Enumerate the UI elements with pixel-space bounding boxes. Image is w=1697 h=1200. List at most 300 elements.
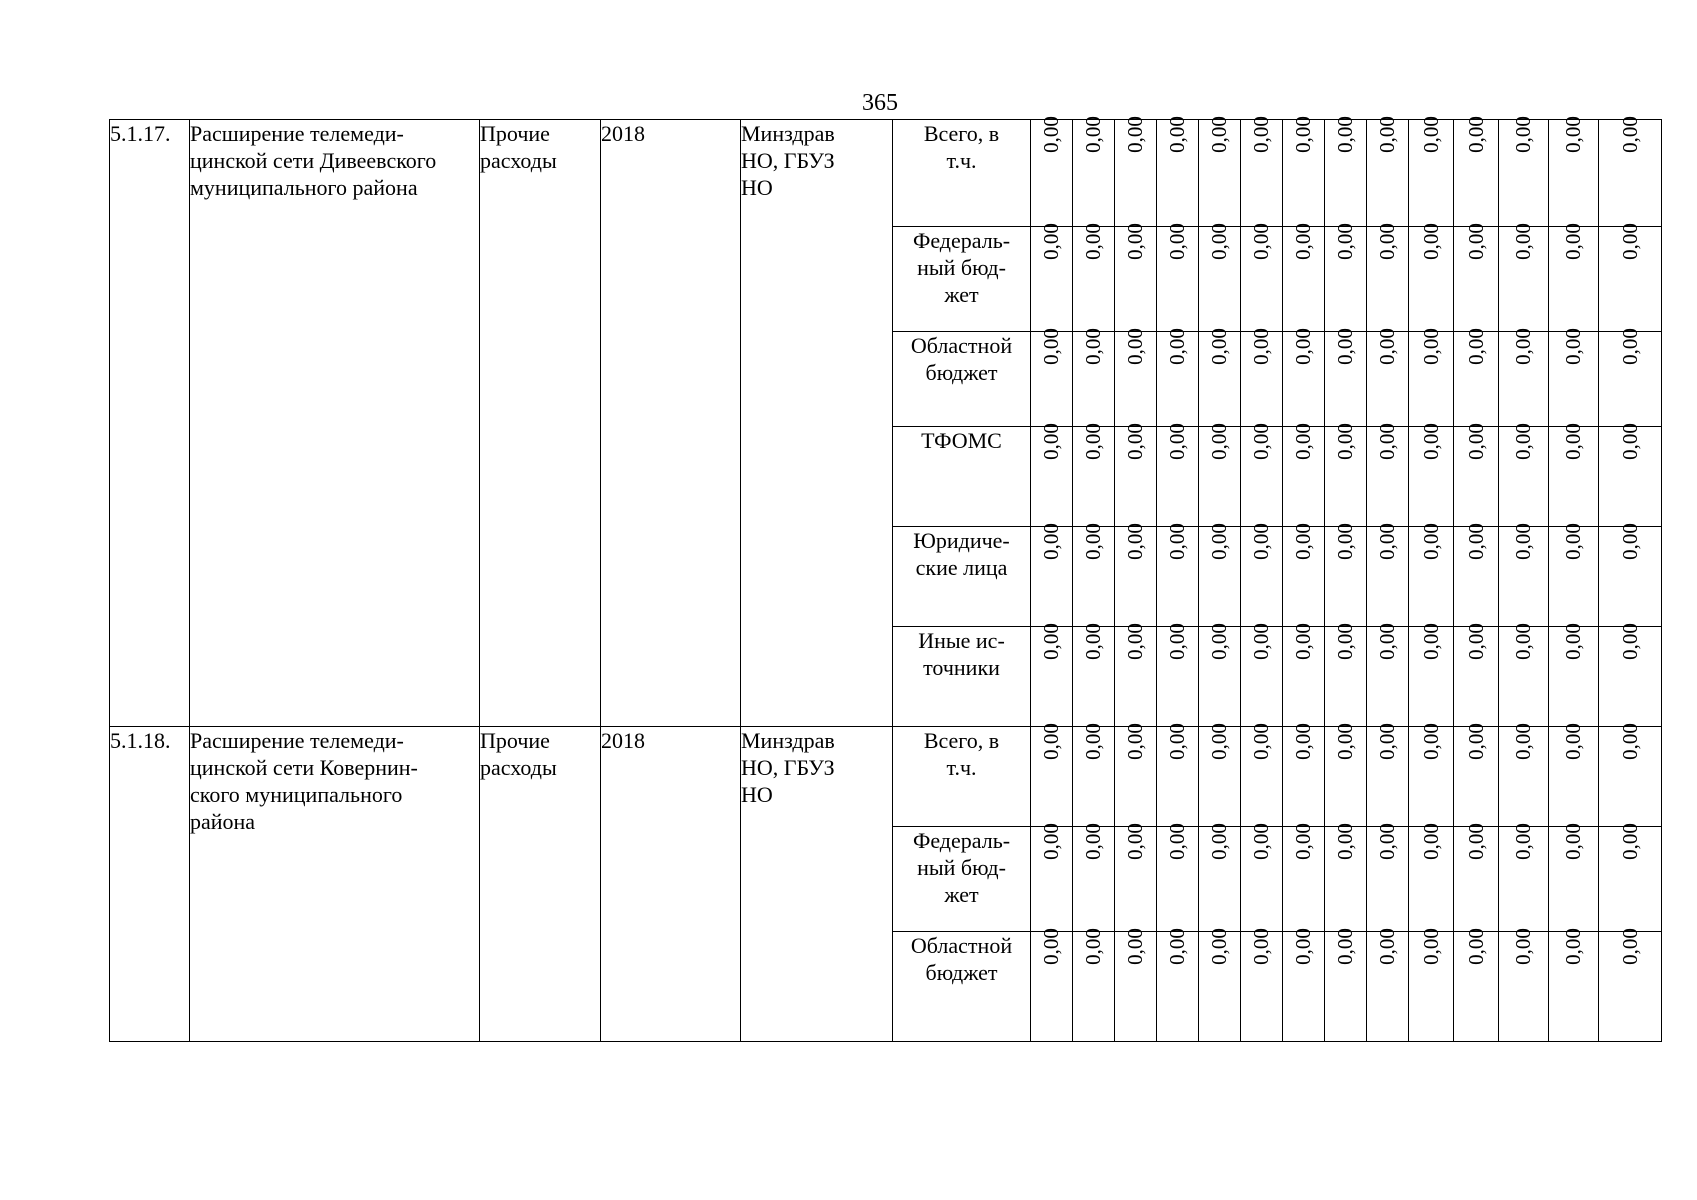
value-text: 0,00 [1375, 328, 1399, 365]
value-cell [1115, 723, 1157, 827]
value-cell [1549, 723, 1599, 827]
item-name-line: ского муниципального [190, 782, 403, 807]
value-cell [1367, 223, 1409, 332]
value-text: 0,00 [1463, 223, 1488, 260]
value-cell [1115, 223, 1157, 332]
value-cell [1073, 328, 1115, 427]
value-text: 0,00 [1291, 723, 1315, 760]
value-cell [1241, 823, 1283, 932]
value-text: 0,00 [1617, 423, 1642, 460]
value-cell [1549, 423, 1599, 527]
value-text: 0,00 [1123, 823, 1147, 860]
value-text: 0,00 [1561, 723, 1585, 760]
value-text: 0,00 [1123, 328, 1147, 365]
value-text: 0,00 [1165, 223, 1189, 260]
value-text: 0,00 [1207, 328, 1231, 365]
value-cell [1549, 623, 1599, 727]
value-text: 0,00 [1418, 116, 1443, 153]
value-text: 0,00 [1463, 928, 1488, 965]
value-cell [1199, 523, 1241, 627]
value-text: 0,00 [1081, 523, 1105, 560]
value-text: 0,00 [1081, 116, 1105, 153]
value-cell [1073, 223, 1115, 332]
value-text: 0,00 [1511, 116, 1535, 153]
value-text: 0,00 [1511, 723, 1535, 760]
value-cell [1454, 928, 1499, 1042]
value-text: 0,00 [1617, 328, 1642, 365]
funding-source [893, 227, 1031, 332]
value-cell [1454, 623, 1499, 727]
funding-source [893, 427, 1031, 527]
value-cell [1031, 723, 1073, 827]
item-name [190, 727, 480, 1042]
value-cell [1241, 223, 1283, 332]
value-text: 0,00 [1561, 928, 1585, 965]
value-text: 0,00 [1165, 723, 1189, 760]
responsible-org-line: Минздрав [741, 121, 835, 146]
value-cell [1157, 623, 1199, 727]
funding-source-line: Всего, в [923, 121, 1000, 146]
value-cell [1549, 328, 1599, 427]
value-text: 0,00 [1123, 116, 1147, 153]
value-cell [1454, 523, 1499, 627]
value-cell [1115, 928, 1157, 1042]
table-row [110, 727, 1662, 827]
value-cell [1325, 328, 1367, 427]
item-name-line: муниципального района [190, 175, 418, 200]
value-cell [1367, 723, 1409, 827]
value-cell [1199, 423, 1241, 527]
value-cell [1031, 823, 1073, 932]
item-number: 5.1.18. [110, 727, 190, 1042]
funding-source-line: Федераль- [912, 228, 1011, 253]
funding-source [893, 932, 1031, 1042]
value-cell [1241, 116, 1283, 227]
value-cell [1499, 423, 1549, 527]
value-cell [1409, 928, 1454, 1042]
value-cell [1031, 116, 1073, 227]
value-text: 0,00 [1039, 223, 1063, 260]
funding-source-line: Областной [910, 933, 1013, 958]
value-cell [1115, 523, 1157, 627]
item-name [190, 120, 480, 727]
value-text: 0,00 [1291, 116, 1315, 153]
value-text: 0,00 [1418, 723, 1443, 760]
funding-source [893, 332, 1031, 427]
value-cell [1073, 523, 1115, 627]
value-text: 0,00 [1291, 328, 1315, 365]
value-cell [1499, 223, 1549, 332]
value-cell [1599, 623, 1662, 727]
item-number: 5.1.17. [110, 120, 190, 727]
value-cell [1073, 116, 1115, 227]
value-text: 0,00 [1165, 623, 1189, 660]
expense-type-line: расходы [480, 148, 557, 173]
value-text: 0,00 [1039, 523, 1063, 560]
value-cell [1283, 328, 1325, 427]
expense-type-line: Прочие [480, 121, 550, 146]
funding-source-line: ТФОМС [921, 428, 1002, 453]
value-text: 0,00 [1123, 928, 1147, 965]
responsible-org-line: НО, ГБУЗ [741, 755, 835, 780]
value-text: 0,00 [1123, 523, 1147, 560]
value-text: 0,00 [1081, 328, 1105, 365]
value-text: 0,00 [1418, 223, 1443, 260]
value-text: 0,00 [1207, 823, 1231, 860]
value-cell [1549, 928, 1599, 1042]
value-text: 0,00 [1039, 328, 1063, 365]
value-cell [1157, 116, 1199, 227]
value-text: 0,00 [1081, 928, 1105, 965]
funding-source [893, 627, 1031, 727]
value-cell [1157, 928, 1199, 1042]
value-text: 0,00 [1561, 623, 1585, 660]
value-text: 0,00 [1463, 523, 1488, 560]
funding-source-line: Юридиче- [913, 528, 1010, 553]
value-cell [1499, 328, 1549, 427]
funding-source-line: ный бюд- [917, 255, 1006, 280]
funding-source-line: т.ч. [946, 148, 977, 173]
value-cell [1283, 723, 1325, 827]
responsible-org-line: Минздрав [741, 728, 835, 753]
value-cell [1325, 723, 1367, 827]
value-text: 0,00 [1249, 223, 1273, 260]
value-text: 0,00 [1039, 623, 1063, 660]
value-cell [1549, 116, 1599, 227]
value-cell [1499, 623, 1549, 727]
budget-table [109, 116, 1662, 1042]
value-text: 0,00 [1561, 423, 1585, 460]
value-text: 0,00 [1617, 623, 1642, 660]
page-number: 365 [862, 90, 898, 116]
value-cell [1031, 523, 1073, 627]
value-text: 0,00 [1165, 823, 1189, 860]
value-text: 0,00 [1291, 423, 1315, 460]
value-text: 0,00 [1123, 223, 1147, 260]
funding-source-line: точники [923, 655, 1000, 680]
table-row [110, 120, 1662, 227]
value-text: 0,00 [1375, 723, 1399, 760]
responsible-org-line: НО [741, 175, 773, 200]
value-cell [1073, 623, 1115, 727]
value-cell [1549, 523, 1599, 627]
value-text: 0,00 [1375, 423, 1399, 460]
value-cell [1199, 723, 1241, 827]
value-text: 0,00 [1165, 523, 1189, 560]
value-text: 0,00 [1333, 928, 1357, 965]
value-text: 0,00 [1123, 423, 1147, 460]
item-name-line: района [190, 809, 256, 834]
value-text: 0,00 [1511, 523, 1535, 560]
value-cell [1199, 223, 1241, 332]
value-text: 0,00 [1291, 928, 1315, 965]
value-cell [1367, 523, 1409, 627]
value-text: 0,00 [1207, 928, 1231, 965]
value-cell [1241, 723, 1283, 827]
value-text: 0,00 [1291, 623, 1315, 660]
item-name-line: цинской сети Дивеевского [190, 148, 437, 173]
value-text: 0,00 [1375, 928, 1399, 965]
value-cell [1157, 223, 1199, 332]
value-cell [1454, 223, 1499, 332]
value-text: 0,00 [1418, 623, 1443, 660]
value-cell [1367, 423, 1409, 527]
value-cell [1157, 723, 1199, 827]
value-text: 0,00 [1617, 116, 1642, 153]
value-text: 0,00 [1333, 723, 1357, 760]
value-cell [1409, 423, 1454, 527]
value-cell [1325, 928, 1367, 1042]
item-year: 2018 [601, 120, 741, 727]
value-text: 0,00 [1207, 223, 1231, 260]
value-cell [1073, 723, 1115, 827]
value-text: 0,00 [1039, 116, 1063, 153]
value-text: 0,00 [1418, 328, 1443, 365]
value-cell [1499, 723, 1549, 827]
funding-source-line: ские лица [915, 555, 1008, 580]
value-text: 0,00 [1333, 328, 1357, 365]
value-text: 0,00 [1081, 223, 1105, 260]
value-cell [1549, 223, 1599, 332]
value-cell [1115, 623, 1157, 727]
value-cell [1199, 328, 1241, 427]
value-cell [1325, 823, 1367, 932]
value-cell [1157, 328, 1199, 427]
value-text: 0,00 [1463, 623, 1488, 660]
value-text: 0,00 [1249, 723, 1273, 760]
value-text: 0,00 [1249, 328, 1273, 365]
value-text: 0,00 [1207, 523, 1231, 560]
value-text: 0,00 [1617, 723, 1642, 760]
value-cell [1031, 423, 1073, 527]
value-text: 0,00 [1333, 423, 1357, 460]
value-cell [1367, 823, 1409, 932]
value-cell [1409, 623, 1454, 727]
funding-source-line: жет [944, 282, 979, 307]
value-cell [1409, 723, 1454, 827]
value-cell [1073, 823, 1115, 932]
item-name-line: Расширение телемеди- [190, 121, 404, 146]
value-text: 0,00 [1081, 723, 1105, 760]
value-text: 0,00 [1511, 223, 1535, 260]
value-cell [1454, 116, 1499, 227]
value-text: 0,00 [1617, 523, 1642, 560]
value-cell [1599, 116, 1662, 227]
value-cell [1283, 116, 1325, 227]
value-cell [1325, 423, 1367, 527]
value-text: 0,00 [1375, 823, 1399, 860]
value-cell [1031, 928, 1073, 1042]
value-cell [1241, 523, 1283, 627]
funding-source [893, 120, 1031, 227]
value-text: 0,00 [1617, 928, 1642, 965]
value-cell [1073, 928, 1115, 1042]
value-text: 0,00 [1375, 623, 1399, 660]
expense-type-line: расходы [480, 755, 557, 780]
value-text: 0,00 [1249, 823, 1273, 860]
value-text: 0,00 [1463, 116, 1488, 153]
value-text: 0,00 [1511, 623, 1535, 660]
value-cell [1367, 328, 1409, 427]
value-text: 0,00 [1165, 928, 1189, 965]
value-cell [1499, 928, 1549, 1042]
value-cell [1454, 423, 1499, 527]
value-cell [1409, 328, 1454, 427]
value-cell [1283, 223, 1325, 332]
value-cell [1367, 928, 1409, 1042]
value-cell [1157, 823, 1199, 932]
value-text: 0,00 [1418, 823, 1443, 860]
funding-source-line: Областной [910, 333, 1013, 358]
value-cell [1199, 623, 1241, 727]
value-text: 0,00 [1039, 928, 1063, 965]
value-cell [1073, 423, 1115, 527]
value-text: 0,00 [1081, 423, 1105, 460]
value-text: 0,00 [1561, 223, 1585, 260]
value-cell [1499, 116, 1549, 227]
value-cell [1115, 423, 1157, 527]
value-text: 0,00 [1333, 116, 1357, 153]
expense-type-line: Прочие [480, 728, 550, 753]
value-text: 0,00 [1249, 423, 1273, 460]
funding-source-line: бюджет [925, 960, 998, 985]
value-text: 0,00 [1511, 423, 1535, 460]
funding-source-line: жет [944, 882, 979, 907]
value-cell [1283, 523, 1325, 627]
value-text: 0,00 [1207, 723, 1231, 760]
value-cell [1241, 328, 1283, 427]
value-cell [1283, 623, 1325, 727]
value-text: 0,00 [1511, 823, 1535, 860]
responsible-org-line: НО [741, 782, 773, 807]
value-cell [1241, 623, 1283, 727]
value-text: 0,00 [1511, 328, 1535, 365]
value-text: 0,00 [1333, 223, 1357, 260]
funding-source [893, 527, 1031, 627]
value-cell [1599, 523, 1662, 627]
value-text: 0,00 [1249, 116, 1273, 153]
value-cell [1031, 223, 1073, 332]
value-cell [1157, 523, 1199, 627]
value-cell [1115, 328, 1157, 427]
value-cell [1241, 423, 1283, 527]
value-cell [1283, 928, 1325, 1042]
value-cell [1409, 116, 1454, 227]
value-text: 0,00 [1039, 423, 1063, 460]
value-text: 0,00 [1617, 823, 1642, 860]
funding-source [893, 727, 1031, 827]
value-text: 0,00 [1039, 723, 1063, 760]
value-cell [1454, 823, 1499, 932]
value-cell [1325, 623, 1367, 727]
funding-source-line: бюджет [925, 360, 998, 385]
value-cell [1499, 823, 1549, 932]
responsible-org [741, 120, 893, 727]
value-cell [1599, 223, 1662, 332]
expense-type [480, 727, 601, 1042]
value-text: 0,00 [1617, 223, 1642, 260]
value-text: 0,00 [1375, 523, 1399, 560]
value-text: 0,00 [1561, 328, 1585, 365]
value-text: 0,00 [1165, 116, 1189, 153]
value-cell [1283, 823, 1325, 932]
value-cell [1157, 423, 1199, 527]
value-cell [1283, 423, 1325, 527]
table-body [110, 116, 1662, 1042]
value-cell [1367, 623, 1409, 727]
value-cell [1549, 823, 1599, 932]
value-text: 0,00 [1039, 823, 1063, 860]
value-cell [1115, 116, 1157, 227]
value-cell [1454, 723, 1499, 827]
value-text: 0,00 [1418, 423, 1443, 460]
value-text: 0,00 [1375, 223, 1399, 260]
value-cell [1325, 523, 1367, 627]
value-text: 0,00 [1463, 423, 1488, 460]
value-cell [1599, 823, 1662, 932]
value-cell [1367, 116, 1409, 227]
value-cell [1454, 328, 1499, 427]
funding-source-line: ный бюд- [917, 855, 1006, 880]
funding-source [893, 827, 1031, 932]
value-text: 0,00 [1249, 523, 1273, 560]
funding-source-line: Федераль- [912, 828, 1011, 853]
value-text: 0,00 [1375, 116, 1399, 153]
item-year: 2018 [601, 727, 741, 1042]
value-text: 0,00 [1333, 623, 1357, 660]
value-text: 0,00 [1081, 823, 1105, 860]
value-text: 0,00 [1333, 823, 1357, 860]
value-cell [1599, 423, 1662, 527]
funding-source-line: т.ч. [946, 755, 977, 780]
value-text: 0,00 [1418, 523, 1443, 560]
value-cell [1599, 723, 1662, 827]
value-cell [1031, 328, 1073, 427]
value-text: 0,00 [1561, 116, 1585, 153]
value-cell [1199, 823, 1241, 932]
value-text: 0,00 [1291, 823, 1315, 860]
value-text: 0,00 [1291, 523, 1315, 560]
value-text: 0,00 [1561, 823, 1585, 860]
value-cell [1409, 823, 1454, 932]
value-cell [1409, 523, 1454, 627]
value-text: 0,00 [1207, 423, 1231, 460]
value-cell [1031, 623, 1073, 727]
value-cell [1199, 928, 1241, 1042]
value-cell [1325, 223, 1367, 332]
value-text: 0,00 [1165, 423, 1189, 460]
value-text: 0,00 [1249, 623, 1273, 660]
value-cell [1241, 928, 1283, 1042]
value-text: 0,00 [1165, 328, 1189, 365]
value-text: 0,00 [1207, 116, 1231, 153]
value-text: 0,00 [1207, 623, 1231, 660]
value-cell [1499, 523, 1549, 627]
value-text: 0,00 [1463, 823, 1488, 860]
item-name-line: Расширение телемеди- [190, 728, 404, 753]
item-name-line: цинской сети Ковернин- [190, 755, 418, 780]
value-text: 0,00 [1123, 623, 1147, 660]
value-text: 0,00 [1511, 928, 1535, 965]
expense-type [480, 120, 601, 727]
value-text: 0,00 [1249, 928, 1273, 965]
responsible-org-line: НО, ГБУЗ [741, 148, 835, 173]
value-text: 0,00 [1123, 723, 1147, 760]
funding-source-line: Иные ис- [918, 628, 1005, 653]
value-cell [1599, 928, 1662, 1042]
funding-source-line: Всего, в [923, 728, 1000, 753]
value-text: 0,00 [1418, 928, 1443, 965]
